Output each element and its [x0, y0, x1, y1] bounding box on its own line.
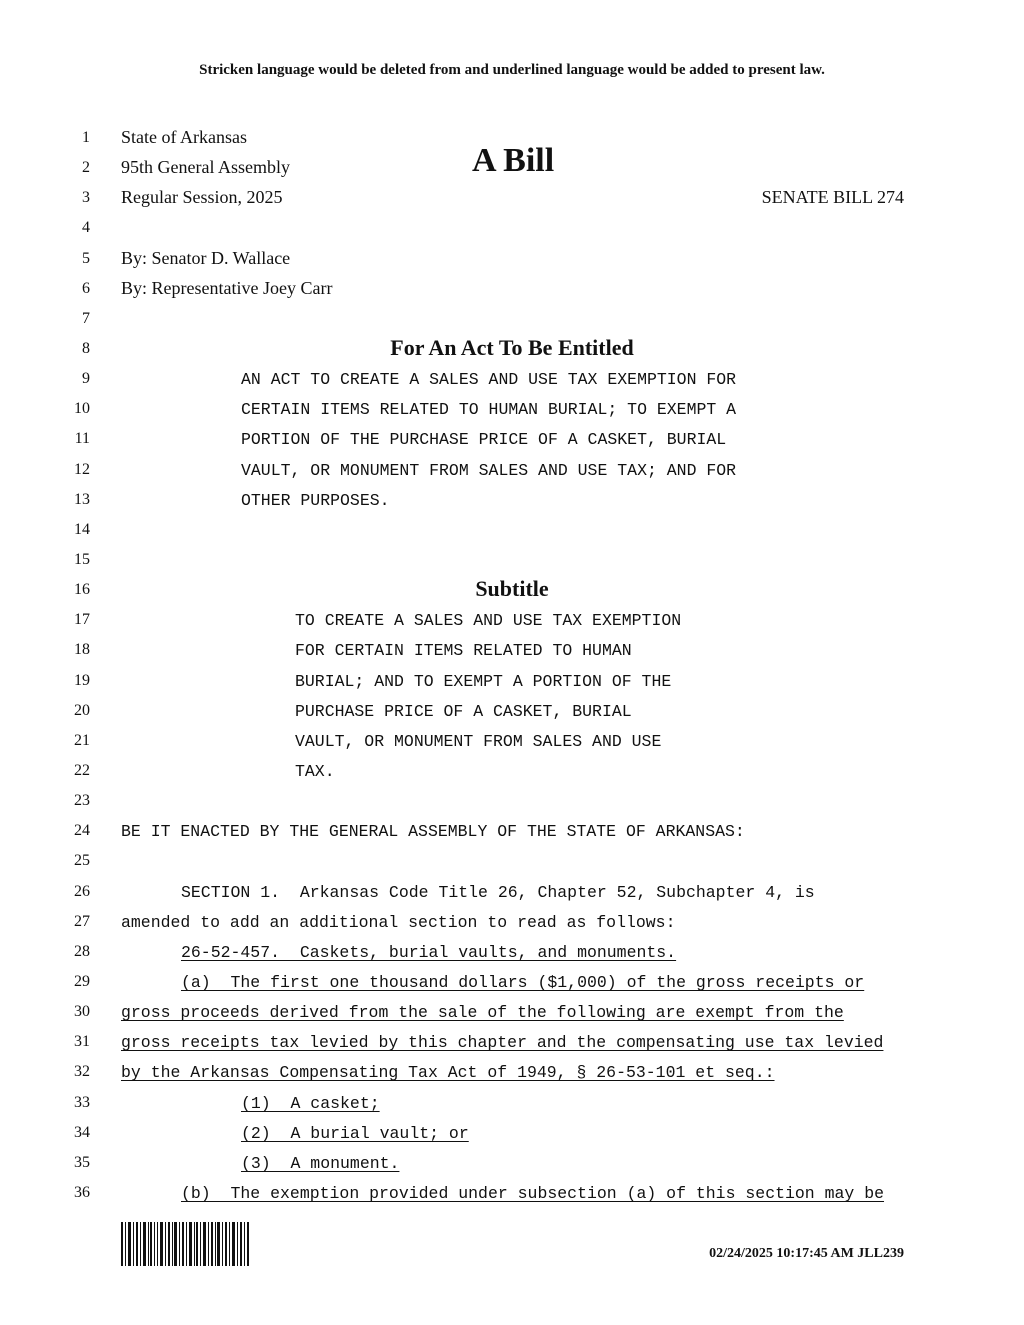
line-number: 7	[82, 310, 90, 327]
state-name: State of Arkansas	[121, 127, 247, 147]
line-number: 26	[74, 883, 90, 900]
line-number: 18	[74, 641, 90, 658]
line-number: 12	[74, 461, 90, 478]
line-number: 27	[74, 913, 90, 930]
amendment-notice: Stricken language would be deleted from and underlined language would be added to present law.	[199, 62, 825, 78]
line-number: 34	[74, 1124, 90, 1141]
line-number: 3	[82, 189, 90, 206]
act-title-line: AN ACT TO CREATE A SALES AND USE TAX EXEMPTION FOR	[241, 370, 737, 389]
line-number: 19	[74, 672, 90, 689]
subtitle-line: BURIAL; AND TO EXEMPT A PORTION OF THE	[295, 672, 672, 691]
line-number: 36	[74, 1184, 90, 1201]
line-number: 1	[82, 129, 90, 146]
line-number: 16	[74, 581, 90, 598]
line-number: 23	[74, 792, 90, 809]
line-number: 14	[74, 521, 90, 538]
act-title-line: VAULT, OR MONUMENT FROM SALES AND USE TAX; AND FOR	[241, 461, 737, 480]
line-number: 9	[82, 370, 90, 387]
list-item-casket: (1) A casket;	[241, 1094, 380, 1113]
line-number: 10	[74, 400, 90, 417]
subsection-a-cont: gross receipts tax levied by this chapter and the compensating use tax levied	[121, 1033, 884, 1052]
list-item-burial-vault: (2) A burial vault; or	[241, 1124, 469, 1143]
subtitle-line: TAX.	[295, 762, 335, 781]
line-number: 30	[74, 1003, 90, 1020]
line-number: 6	[82, 280, 90, 297]
line-number: 35	[74, 1154, 90, 1171]
line-number: 17	[74, 611, 90, 628]
barcode-icon	[121, 1222, 249, 1266]
subtitle-line: FOR CERTAIN ITEMS RELATED TO HUMAN	[295, 641, 632, 660]
sponsor-representative: By: Representative Joey Carr	[121, 278, 333, 298]
act-title-line: OTHER PURPOSES.	[241, 491, 390, 510]
line-number: 11	[74, 430, 90, 447]
act-title-line: PORTION OF THE PURCHASE PRICE OF A CASKET, BURIAL	[241, 430, 727, 449]
subsection-a-cont: by the Arkansas Compensating Tax Act of 1949, § 26-53-101 et seq.:	[121, 1063, 775, 1082]
list-item-monument: (3) A monument.	[241, 1154, 400, 1173]
subtitle-line: VAULT, OR MONUMENT FROM SALES AND USE	[295, 732, 662, 751]
act-heading: For An Act To Be Entitled	[390, 335, 634, 360]
sponsor-senator: By: Senator D. Wallace	[121, 248, 291, 268]
section-1-intro-cont: amended to add an additional section to read as follows:	[121, 913, 676, 932]
line-number: 4	[82, 219, 90, 236]
general-assembly: 95th General Assembly	[121, 157, 290, 177]
subsection-b: (b) The exemption provided under subsection (a) of this section may be	[181, 1184, 885, 1203]
line-number: 22	[74, 762, 90, 779]
line-number: 29	[74, 973, 90, 990]
session: Regular Session, 2025	[121, 187, 283, 207]
bill-number: SENATE BILL 274	[761, 187, 904, 207]
document-title: A Bill	[472, 142, 555, 179]
section-1-intro: SECTION 1. Arkansas Code Title 26, Chapter 52, Subchapter 4, is	[181, 883, 815, 902]
act-title-line: CERTAIN ITEMS RELATED TO HUMAN BURIAL; TO EXEMPT A	[241, 400, 737, 419]
subtitle-line: TO CREATE A SALES AND USE TAX EXEMPTION	[295, 611, 682, 630]
line-number: 31	[74, 1033, 90, 1050]
code-section-title: 26-52-457. Caskets, burial vaults, and monuments.	[181, 943, 677, 962]
line-number: 2	[82, 159, 90, 176]
line-number: 8	[82, 340, 90, 357]
line-number: 28	[74, 943, 90, 960]
subtitle-heading: Subtitle	[475, 576, 549, 601]
line-number: 33	[74, 1094, 90, 1111]
enacting-clause: BE IT ENACTED BY THE GENERAL ASSEMBLY OF THE STATE OF ARKANSAS:	[121, 822, 745, 841]
line-number: 13	[74, 491, 90, 508]
line-number: 15	[74, 551, 90, 568]
line-number: 32	[74, 1063, 90, 1080]
subsection-a: (a) The first one thousand dollars ($1,000) of the gross receipts or	[181, 973, 865, 992]
line-number: 5	[82, 250, 90, 267]
subtitle-line: PURCHASE PRICE OF A CASKET, BURIAL	[295, 702, 632, 721]
line-number: 20	[74, 702, 90, 719]
subsection-a-cont: gross proceeds derived from the sale of the following are exempt from the	[121, 1003, 844, 1022]
line-number: 21	[74, 732, 90, 749]
timestamp: 02/24/2025 10:17:45 AM JLL239	[709, 1246, 904, 1261]
line-number: 25	[74, 852, 90, 869]
line-number: 24	[74, 822, 90, 839]
